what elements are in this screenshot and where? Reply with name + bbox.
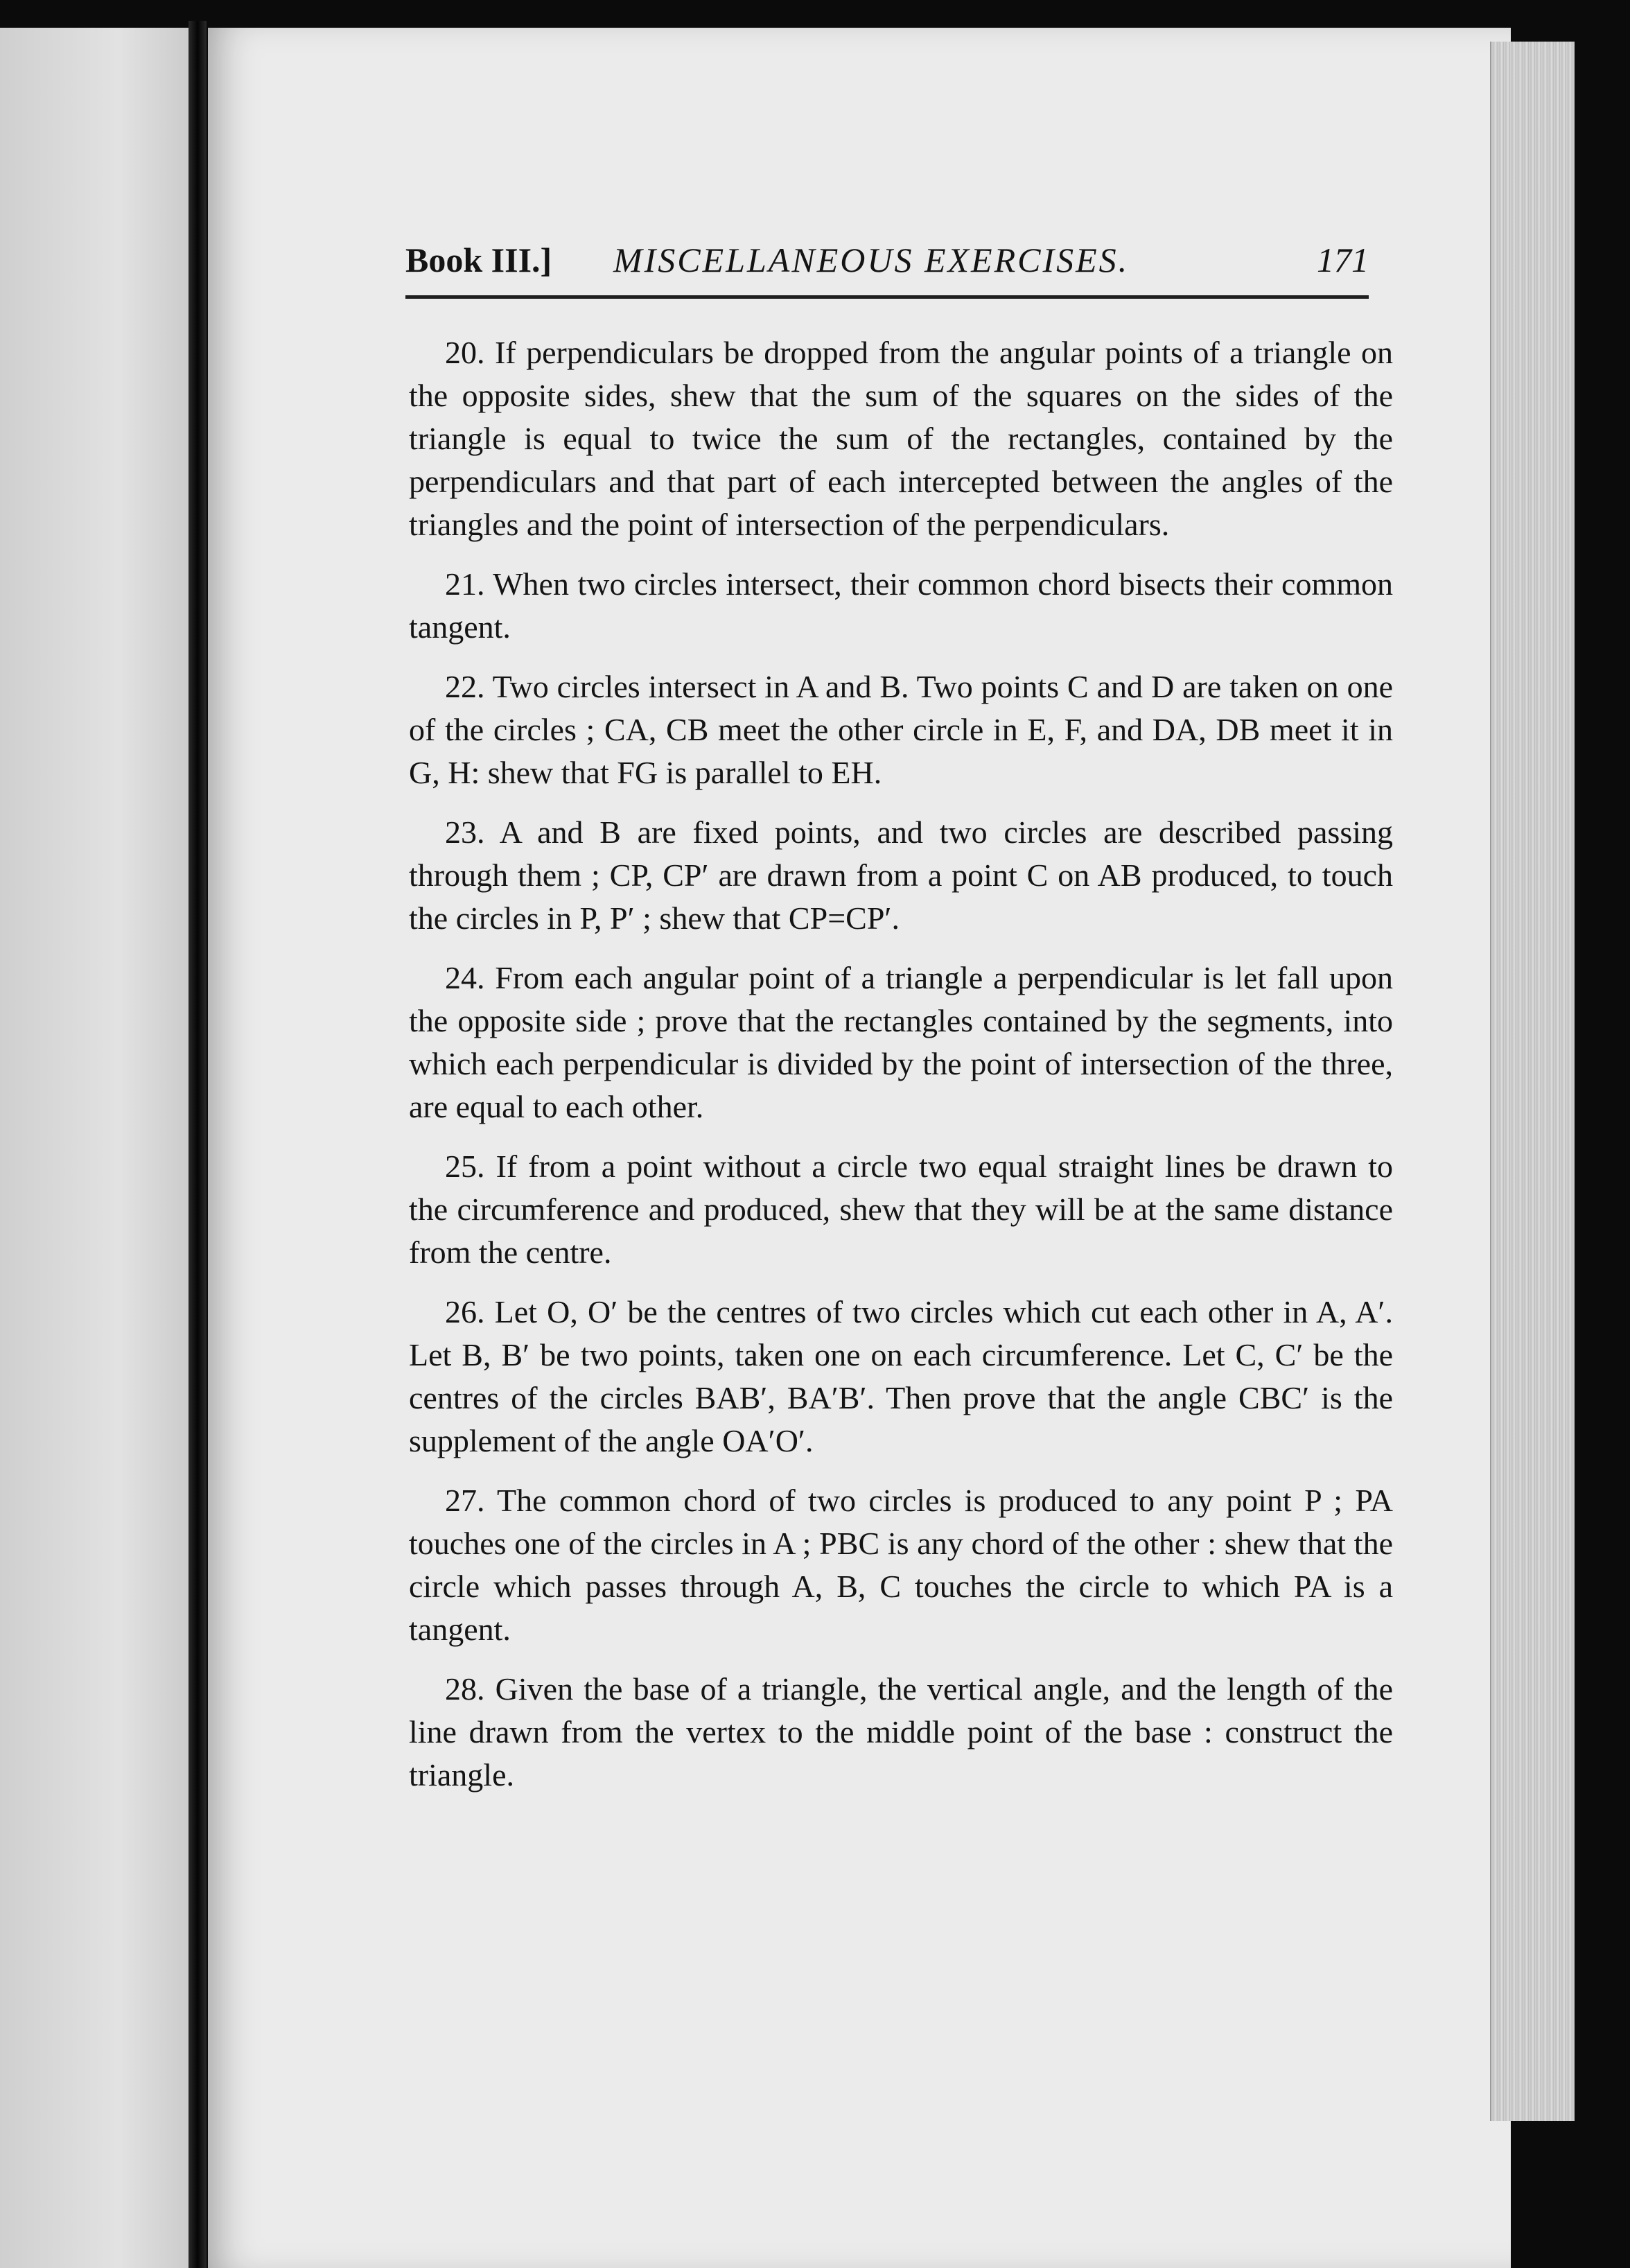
exercise-item <box>409 331 1393 546</box>
exercise-text: The common chord of two circles is produced to any point P ; PA touches one of the circles in A ; PBC is any chord of the other : shew that the circle which passes through A, B, C touches the circle to which PA is a tangent. <box>409 1483 1394 1647</box>
facing-page-edge <box>0 28 198 2268</box>
section-title: MISCELLANEOUS EXERCISES. <box>613 241 1130 279</box>
exercise-text: Let O, O′ be the centres of two circles which cut each other in A, A′. Let B, B′ be two points, taken one on each circumference. Let C, C′ be the centres of the circles BAB′, BA′B′. Then prove that the angle CBC′ is the supplement of the angle OA′O′. <box>409 1294 1393 1458</box>
exercise-text: From each angular point of a triangle a perpendicular is let fall upon the opposite side ; prove that the rectangles contained by the segments, into which each perpendicular is divided by the point of intersection of the three, are equal to each other. <box>409 960 1393 1124</box>
page-stack-edge <box>1490 42 1575 2121</box>
exercise-text: Given the base of a triangle, the vertical angle, and the length of the line drawn from the vertex to the middle point of the base : construct the triangle. <box>409 1671 1393 1792</box>
book-label: Book III.] <box>405 241 552 279</box>
exercise-number: 23. <box>445 814 485 850</box>
exercise-item <box>409 957 1393 1128</box>
page-number: 171 <box>1317 241 1369 279</box>
exercise-item <box>409 1479 1393 1651</box>
exercise-item <box>409 811 1393 940</box>
exercise-text: If from a point without a circle two equal straight lines be drawn to the circumference and produced, shew that they will be at the same distance from the centre. <box>409 1149 1394 1270</box>
exercise-number: 28. <box>445 1671 485 1707</box>
exercise-item <box>409 665 1393 794</box>
header-rule <box>405 295 1369 299</box>
exercise-number: 21. <box>445 566 485 602</box>
exercise-number: 20. <box>445 335 485 370</box>
exercise-number: 25. <box>445 1149 485 1184</box>
book-gutter <box>189 21 207 2268</box>
exercise-number: 22. <box>445 669 485 704</box>
exercise-text: If perpendiculars be dropped from the angular points of a triangle on the opposite sides, shew that the sum of the squares on the sides of the triangle is equal to twice the sum of the rectangles, contained by the perpendiculars and that part of each intercepted between the angles of the triangles and the point of intersection of the perpendiculars. <box>409 335 1394 542</box>
exercise-number: 27. <box>445 1483 485 1518</box>
exercise-number: 24. <box>445 960 485 995</box>
exercise-list <box>409 331 1393 1813</box>
exercise-item <box>409 563 1393 649</box>
exercise-text: When two circles intersect, their common chord bisects their common tangent. <box>409 566 1394 645</box>
exercise-number: 26. <box>445 1294 485 1329</box>
running-head <box>405 232 1369 288</box>
exercise-item <box>409 1145 1393 1274</box>
exercise-item <box>409 1668 1393 1797</box>
exercise-text: A and B are fixed points, and two circles are described passing through them ; CP, CP′ are drawn from a point C on AB produced, to touch the circles in P, P′ ; shew that CP=CP′. <box>409 814 1393 936</box>
exercise-text: Two circles intersect in A and B. Two points C and D are taken on one of the circles ; CA, CB meet the other circle in E, F, and DA, DB meet it in G, H: shew that FG is parallel to EH. <box>409 669 1394 790</box>
exercise-item <box>409 1291 1393 1463</box>
